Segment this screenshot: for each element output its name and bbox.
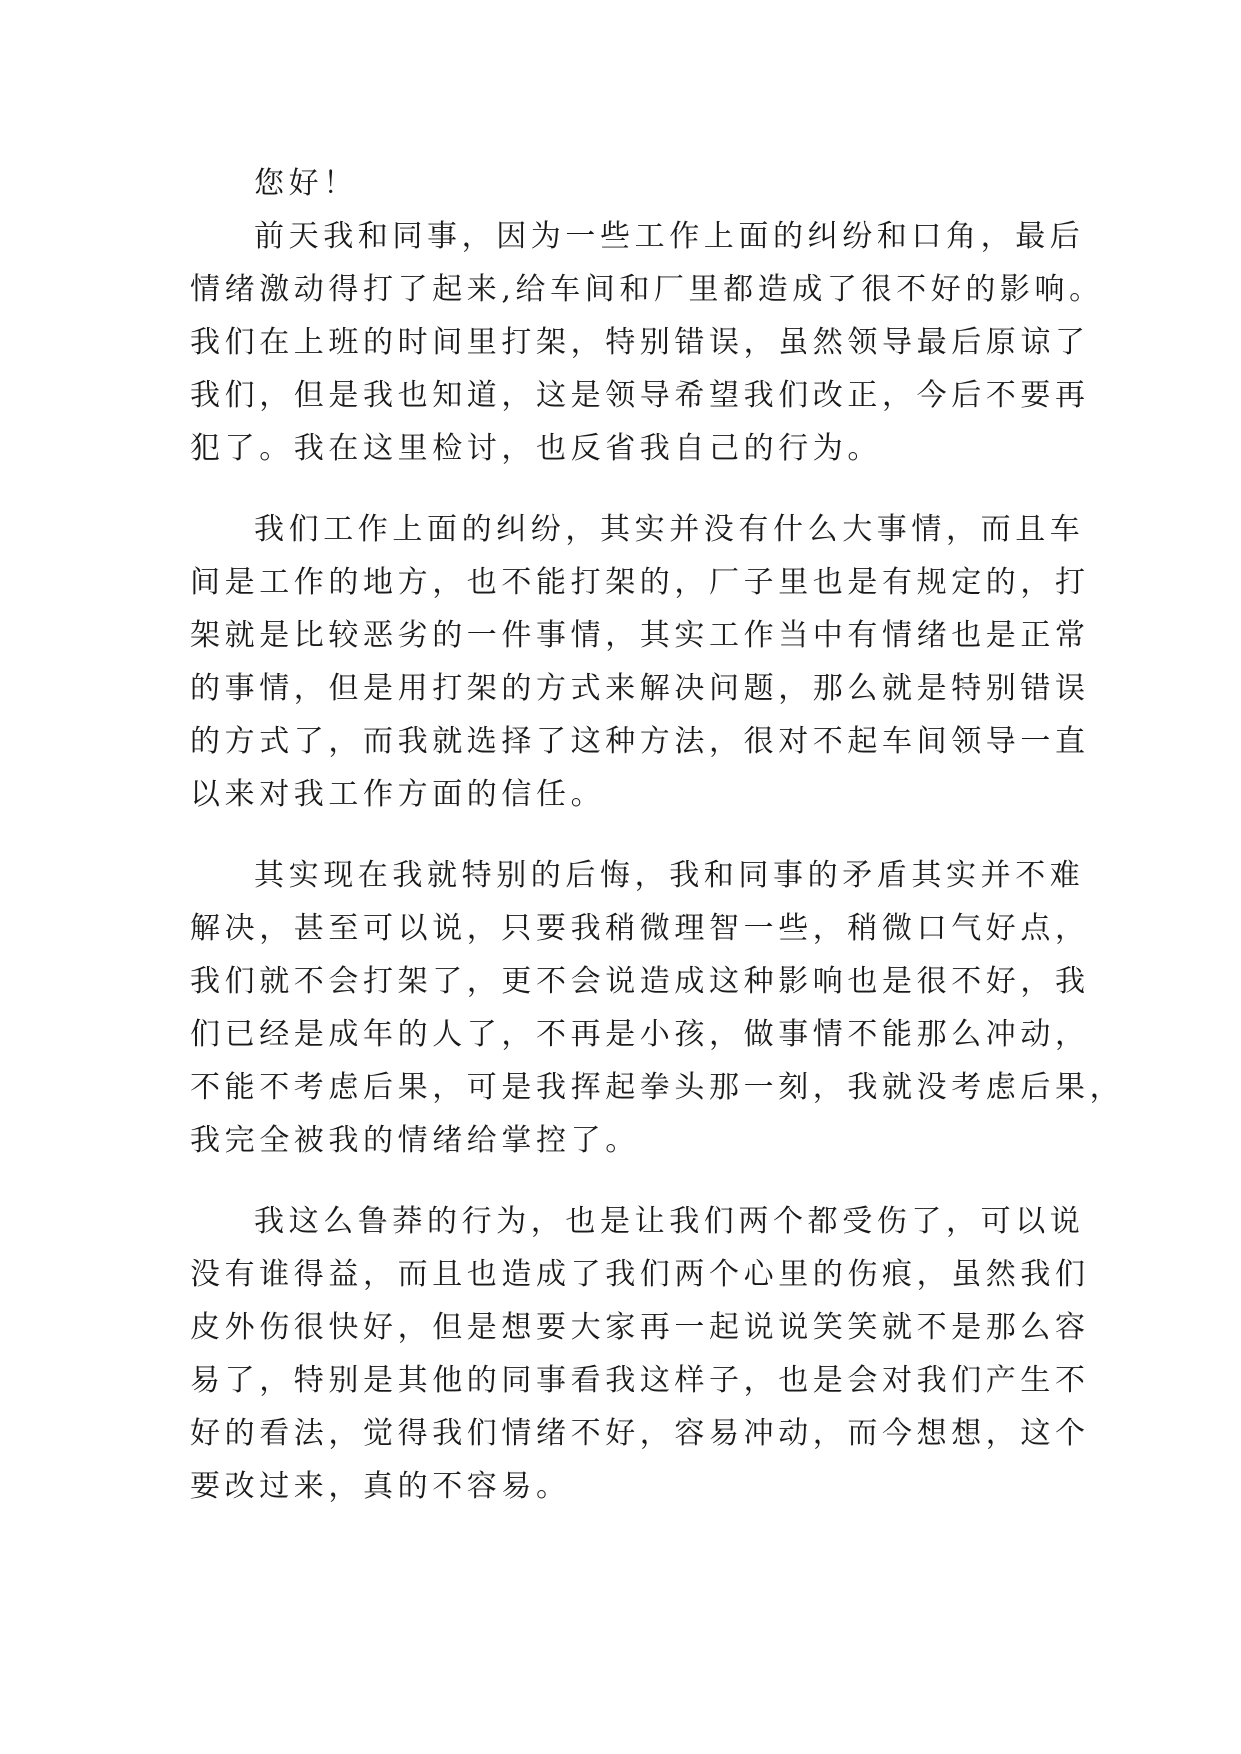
paragraph-2-line-4: 的事情，但是用打架的方式来解决问题，那么就是特别错误 <box>190 671 1090 706</box>
paragraph-2-line-6: 以来对我工作方面的信任。 <box>190 777 606 812</box>
paragraph-4-line-6: 要改过来，真的不容易。 <box>190 1469 571 1504</box>
paragraph-3-line-1: 其实现在我就特别的后悔，我和同事的矛盾其实并不难 <box>254 858 1085 893</box>
paragraph-2-line-3: 架就是比较恶劣的一件事情，其实工作当中有情绪也是正常 <box>190 618 1090 653</box>
paragraph-4-line-5: 好的看法，觉得我们情绪不好，容易冲动，而今想想，这个 <box>190 1416 1090 1451</box>
paragraph-3-line-4: 们已经是成年的人了，不再是小孩，做事情不能那么冲动， <box>190 1017 1090 1052</box>
paragraph-1-line-4: 我们，但是我也知道，这是领导希望我们改正，今后不要再 <box>190 378 1090 413</box>
greeting-line: 您好！ <box>254 166 358 201</box>
paragraph-1-line-2: 情绪激动得打了起来,给车间和厂里都造成了很不好的影响。 <box>190 272 1104 307</box>
paragraph-2-line-5: 的方式了，而我就选择了这种方法，很对不起车间领导一直 <box>190 724 1090 759</box>
paragraph-4-line-3: 皮外伤很快好，但是想要大家再一起说说笑笑就不是那么容 <box>190 1310 1090 1345</box>
paragraph-3-line-5: 不能不考虑后果，可是我挥起拳头那一刻，我就没考虑后果， <box>190 1070 1125 1105</box>
paragraph-3-line-6: 我完全被我的情绪给掌控了。 <box>190 1123 640 1158</box>
paragraph-4-line-2: 没有谁得益，而且也造成了我们两个心里的伤痕，虽然我们 <box>190 1257 1090 1292</box>
paragraph-3-line-3: 我们就不会打架了，更不会说造成这种影响也是很不好，我 <box>190 964 1090 999</box>
paragraph-4-line-4: 易了，特别是其他的同事看我这样子，也是会对我们产生不 <box>190 1363 1090 1398</box>
paragraph-2-line-1: 我们工作上面的纠纷，其实并没有什么大事情，而且车 <box>254 512 1085 547</box>
paragraph-1-line-1: 前天我和同事，因为一些工作上面的纠纷和口角，最后 <box>254 219 1085 254</box>
paragraph-1-line-5: 犯了。我在这里检讨，也反省我自己的行为。 <box>190 431 882 466</box>
paragraph-3-line-2: 解决，甚至可以说，只要我稍微理智一些，稍微口气好点， <box>190 911 1090 946</box>
paragraph-1-line-3: 我们在上班的时间里打架，特别错误，虽然领导最后原谅了 <box>190 325 1090 360</box>
paragraph-4-line-1: 我这么鲁莽的行为，也是让我们两个都受伤了，可以说 <box>254 1204 1085 1239</box>
paragraph-2-line-2: 间是工作的地方，也不能打架的，厂子里也是有规定的，打 <box>190 565 1090 600</box>
